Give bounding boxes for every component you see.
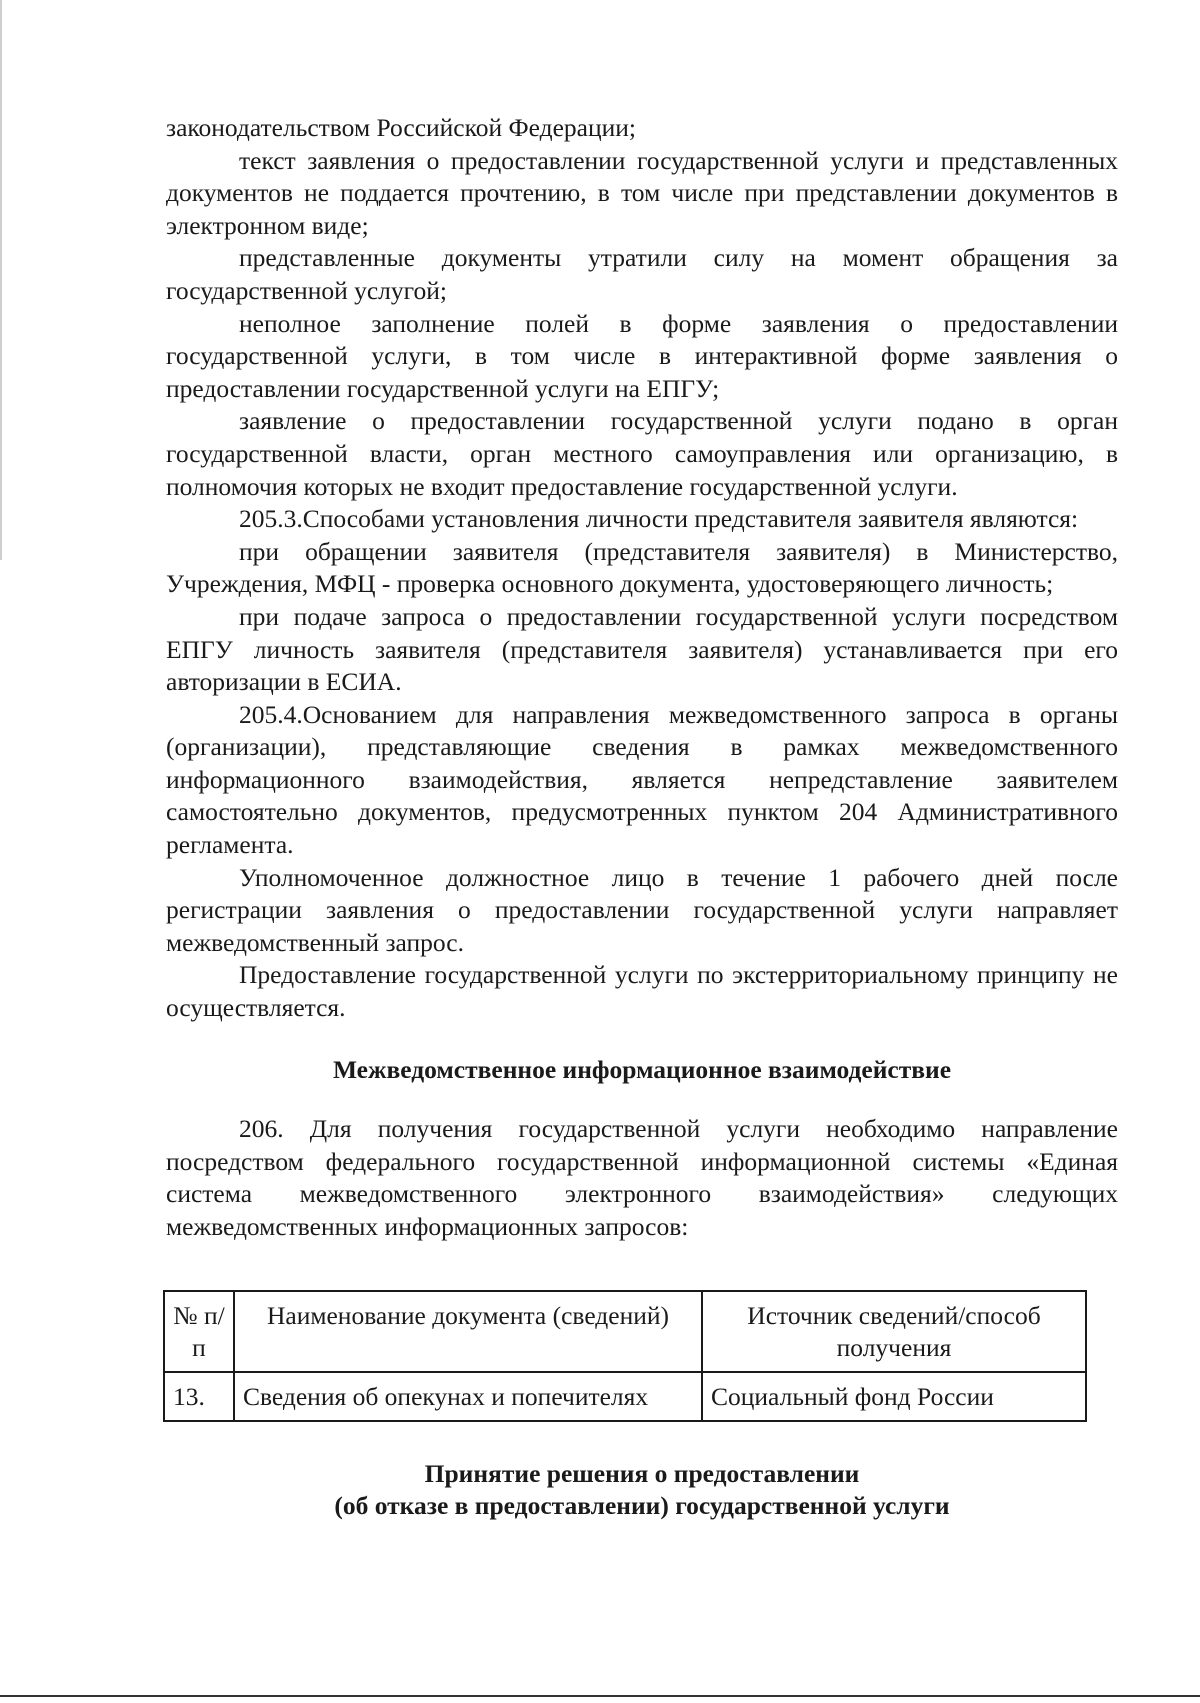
paragraph-2: представленные документы утратили силу на момент обращения за государственной услугой;: [166, 243, 1118, 305]
page-bottom-rule: [0, 1695, 1200, 1697]
paragraph-0: законодательством Российской Федерации;: [166, 113, 637, 142]
paragraph-6: при обращении заявителя (представителя заявителя) в Министерство, Учреждения, МФЦ - проверка основного документа, удостоверяющего личность;: [166, 536, 1118, 599]
header-source: Источник сведений/способ получения: [702, 1291, 1086, 1372]
paragraph-10: Предоставление государственной услуги по экстерриториальному принципу не осуществляется.: [166, 960, 1118, 1023]
cell-source: Социальный фонд России: [702, 1372, 1086, 1421]
table-header-row: [164, 1291, 1086, 1372]
section-heading-decision-line2: (об отказе в предоставлении) государственной услуги: [334, 1491, 950, 1521]
paragraph-9: Уполномоченное должностное лицо в течение 1 рабочего дней после регистрации заявления о предоставлении государственной услуги направляет межведомственный запрос.: [166, 862, 1118, 957]
paragraph-8: 205.4.Основанием для направления межведомственного запроса в органы (организации), представляющие сведения в рамках межведомственного информационного взаимодействия, является непредставление заявителем самостоятельно документов, предусмотренных пунктом 204 Административного регламента.: [166, 699, 1118, 860]
table-row: [164, 1372, 1086, 1421]
section-heading-decision-line1: Принятие решения о предоставлении: [424, 1458, 860, 1488]
document-page: [166, 112, 1118, 1523]
cell-number: 13.: [164, 1372, 234, 1421]
scan-edge-mark: [0, 0, 2, 560]
cell-document-name: Сведения об опекунах и попечителях: [234, 1372, 702, 1421]
paragraph-206: 206. Для получения государственной услуги необходимо направление посредством федерального государственной информационной системы «Единая система межведомственного электронного взаимодействия» следующих межведомственных информационных запросов:: [166, 1114, 1118, 1241]
header-document-name: Наименование документа (сведений): [234, 1291, 702, 1372]
paragraph-1: текст заявления о предоставлении государственной услуги и представленных документов не поддается прочтению, в том числе при представлении документов в электронном виде;: [166, 145, 1118, 240]
paragraph-4: заявление о предоставлении государственной услуги подано в орган государственной власти, орган местного самоуправления или организацию, в полномочия которых не входит предоставление государственной услуги.: [166, 406, 1118, 501]
requests-table: [163, 1290, 1087, 1422]
header-number: № п/п: [164, 1291, 234, 1372]
paragraph-7: при подаче запроса о предоставлении государственной услуги посредством ЕПГУ личность заявителя (представителя заявителя) устанавливается при его авторизации в ЕСИА.: [166, 601, 1118, 697]
paragraph-3: неполное заполнение полей в форме заявления о предоставлении государственной услуги, в том числе в интерактивной форме заявления о предоставлении государственной услуги на ЕПГУ;: [166, 308, 1118, 403]
paragraph-5: 205.3.Способами установления личности представителя заявителя являются:: [239, 504, 1079, 534]
section-heading-interagency: Межведомственное информационное взаимодействие: [332, 1054, 952, 1084]
